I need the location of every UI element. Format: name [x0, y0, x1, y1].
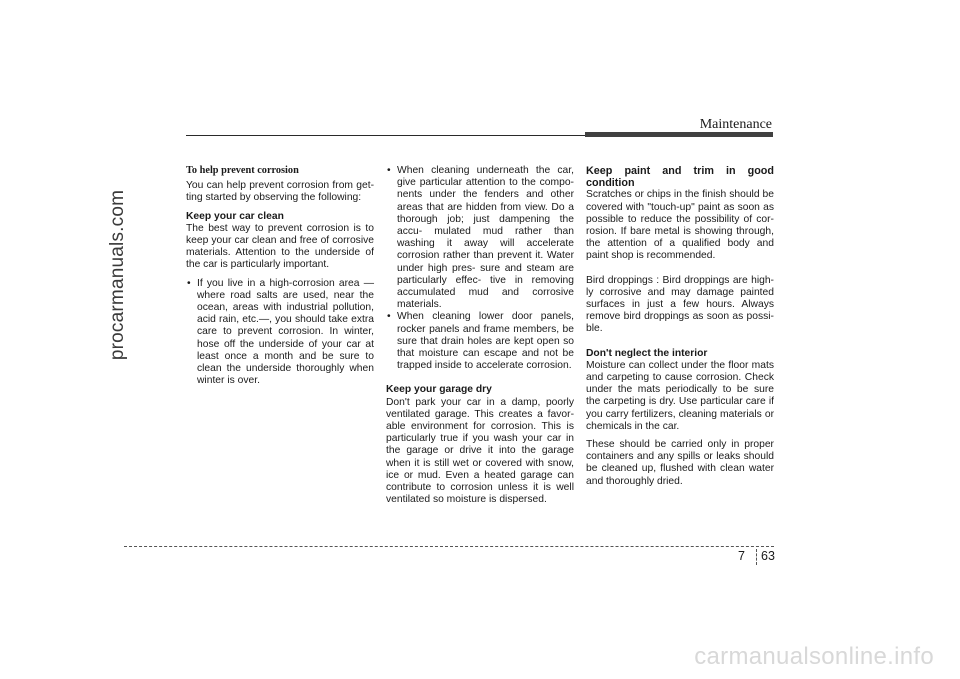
header-accent-bar [585, 132, 773, 137]
list-item: • If you live in a high-corrosion area — where road salts are used, near the ocean, areas with industrial pollution, acid rain, etc.—, you should take extra care to prevent corrosion. In winter, hose off the underside of your car at least once a month and be sure to clean the underside thoroughly when winter is over. [186, 278, 374, 388]
paint-heading: Keep paint and trim in good condition [586, 165, 774, 190]
keep-clean-paragraph: The best way to prevent corrosion is to keep your car clean and free of corrosive materials. Attention to the underside of the car is particularly important. [186, 222, 374, 271]
bird-droppings-paragraph: Bird droppings : Bird droppings are high- ly corrosive and may damage painted surfaces in just a few hours. Always remove bird droppings as soon as possi- ble. [586, 274, 774, 335]
column-1 [186, 165, 374, 387]
interior-paragraph: Moisture can collect under the floor mats and carpeting to cause corrosion. Check under the mats periodically to be sure the carpeting is dry. Use particular care if you carry fertilizers, cleaning materials or chemicals in the car. [586, 359, 774, 432]
paint-paragraph: Scratches or chips in the finish should be covered with "touch-up" paint as soon as possible to reduce the possibility of cor- rosion. If bare metal is showing through, the attention of a qualified body and paint shop is recommended. [586, 189, 774, 262]
garage-heading: Keep your garage dry [386, 384, 492, 396]
intro-paragraph: You can help prevent corrosion from get- ting started by observing the following: [186, 180, 374, 204]
page-number-divider [756, 549, 757, 565]
side-watermark: procarmanuals.com [107, 189, 128, 361]
interior-heading: Don't neglect the interior [586, 347, 708, 359]
footer-rule [124, 546, 774, 547]
page-number: 63 [761, 549, 775, 563]
bullet-list-2 [386, 165, 574, 372]
list-item: • When cleaning underneath the car, give particular attention to the compo- nents under the fenders and other areas that are hidden from view. Do a thorough job; just dampening the accu- mulated mud rather than washing it away will accelerate corrosion rather than prevent it. Water under high pres- sure and steam are particularly effec- tive in removing accumulated mud and corrosive materials. [386, 165, 574, 311]
corrosion-heading: To help prevent corrosion [186, 165, 299, 176]
keep-clean-heading: Keep your car clean [186, 210, 284, 222]
chapter-number: 7 [738, 549, 745, 563]
section-title: Maintenance [699, 117, 772, 132]
list-item: • When cleaning lower door panels, rocker panels and frame members, be sure that drain holes are kept open so that moisture can escape and not be trapped inside to accelerate corrosion. [386, 311, 574, 372]
bullet-list-1 [186, 278, 374, 388]
containers-paragraph: These should be carried only in proper containers and any spills or leaks should be cleaned up, flushed with clean water and thoroughly dried. [586, 439, 774, 487]
column-2 [386, 165, 574, 512]
bottom-watermark: carmanualsonline.info [694, 643, 934, 670]
garage-paragraph: Don't park your car in a damp, poorly ventilated garage. This creates a favor- able environment for corrosion. This is particularly true if you wash your car in the garage or drive it into the garage when it is still wet or covered with snow, ice or mud. Even a heated garage can contribute to corrosion unless it is well ventilated so moisture is dispersed. [386, 396, 574, 506]
column-3 [586, 165, 774, 494]
